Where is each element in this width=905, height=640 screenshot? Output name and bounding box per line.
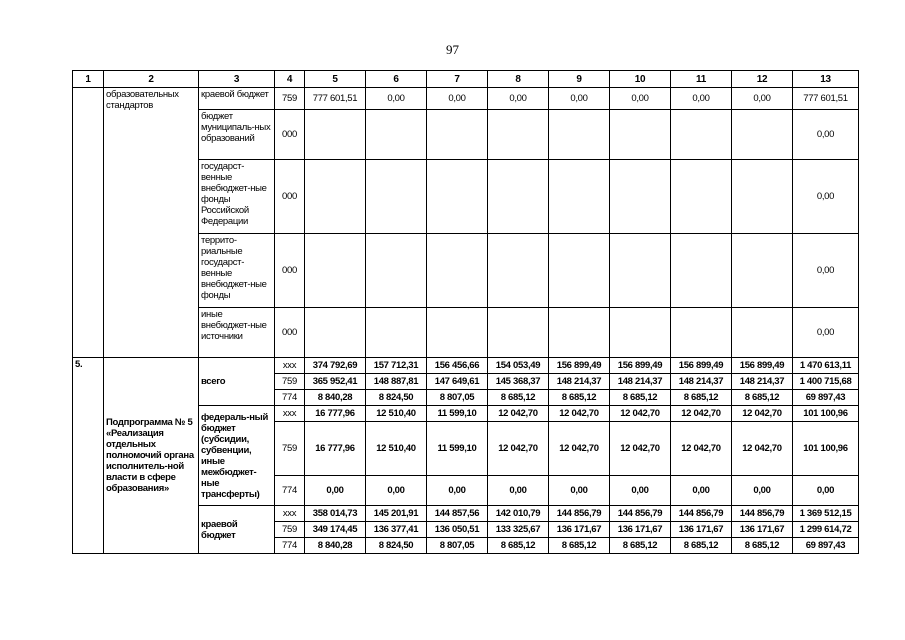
value-cell: 69 897,43 [793, 538, 859, 554]
header-row [73, 71, 859, 88]
value-cell [732, 308, 793, 358]
value-cell: 8 807,05 [427, 390, 488, 406]
value-cell [549, 308, 610, 358]
value-cell: 0,00 [671, 476, 732, 506]
value-cell: 8 824,50 [366, 538, 427, 554]
value-cell [671, 234, 732, 308]
value-cell: 8 685,12 [488, 390, 549, 406]
page-number: 97 [446, 42, 459, 57]
value-cell: 8 824,50 [366, 390, 427, 406]
value-cell: 8 840,28 [305, 390, 366, 406]
value-cell: 136 377,41 [366, 522, 427, 538]
value-cell: 365 952,41 [305, 374, 366, 390]
value-cell [671, 308, 732, 358]
value-cell [671, 160, 732, 234]
value-cell: 0,00 [610, 88, 671, 110]
value-cell: 144 856,79 [549, 506, 610, 522]
value-cell [427, 308, 488, 358]
value-cell: 136 171,67 [610, 522, 671, 538]
value-cell [427, 160, 488, 234]
header-cell-2: 2 [104, 71, 199, 88]
budget-code-cell: 759 [275, 374, 305, 390]
value-cell: 157 712,31 [366, 358, 427, 374]
value-cell: 145 368,37 [488, 374, 549, 390]
value-cell: 0,00 [793, 110, 859, 160]
value-cell [488, 110, 549, 160]
header-cell-5: 5 [305, 71, 366, 88]
value-cell: 12 042,70 [732, 406, 793, 422]
funding-source-cell: федераль-ный бюджет (субсидии, субвенции, иные межбюджет-ные трансферты) [199, 406, 275, 506]
value-cell: 0,00 [427, 476, 488, 506]
value-cell: 136 171,67 [732, 522, 793, 538]
value-cell: 148 214,37 [549, 374, 610, 390]
value-cell: 8 685,12 [732, 538, 793, 554]
value-cell [549, 234, 610, 308]
value-cell [549, 110, 610, 160]
header-cell-4: 4 [275, 71, 305, 88]
value-cell: 0,00 [732, 476, 793, 506]
budget-code-cell: 774 [275, 476, 305, 506]
value-cell [305, 160, 366, 234]
value-cell: 0,00 [793, 160, 859, 234]
value-cell: 101 100,96 [793, 406, 859, 422]
value-cell: 0,00 [732, 88, 793, 110]
value-cell: 8 685,12 [549, 390, 610, 406]
value-cell: 374 792,69 [305, 358, 366, 374]
value-cell: 136 171,67 [549, 522, 610, 538]
value-cell: 1 299 614,72 [793, 522, 859, 538]
header-cell-3: 3 [199, 71, 275, 88]
value-cell: 12 042,70 [549, 422, 610, 476]
header-cell-1: 1 [73, 71, 104, 88]
value-cell: 777 601,51 [305, 88, 366, 110]
value-cell: 0,00 [793, 234, 859, 308]
value-cell [671, 110, 732, 160]
value-cell: 12 042,70 [671, 422, 732, 476]
value-cell: 777 601,51 [793, 88, 859, 110]
value-cell [305, 234, 366, 308]
row-number-cell [73, 88, 104, 358]
budget-code-cell: 759 [275, 422, 305, 476]
header-cell-13: 13 [793, 71, 859, 88]
value-cell [610, 234, 671, 308]
value-cell: 136 171,67 [671, 522, 732, 538]
value-cell: 144 856,79 [610, 506, 671, 522]
value-cell [366, 160, 427, 234]
value-cell: 12 042,70 [732, 422, 793, 476]
value-cell: 11 599,10 [427, 406, 488, 422]
value-cell: 11 599,10 [427, 422, 488, 476]
budget-code-cell: 774 [275, 390, 305, 406]
value-cell: 12 510,40 [366, 406, 427, 422]
funding-source-cell: государст-венные внебюджет-ные фонды Российской Федерации [199, 160, 275, 234]
value-cell [366, 110, 427, 160]
budget-code-cell: 000 [275, 308, 305, 358]
value-cell: 12 042,70 [610, 406, 671, 422]
value-cell: 16 777,96 [305, 422, 366, 476]
budget-code-cell: 774 [275, 538, 305, 554]
value-cell: 1 369 512,15 [793, 506, 859, 522]
value-cell: 136 050,51 [427, 522, 488, 538]
value-cell [366, 308, 427, 358]
header-cell-7: 7 [427, 71, 488, 88]
value-cell: 1 400 715,68 [793, 374, 859, 390]
value-cell [488, 234, 549, 308]
header-cell-9: 9 [549, 71, 610, 88]
funding-source-cell: террито-риальные государст-венные внебюджет-ные фонды [199, 234, 275, 308]
subprogram-5-block [73, 358, 859, 554]
value-cell: 0,00 [549, 476, 610, 506]
value-cell: 0,00 [793, 308, 859, 358]
value-cell: 154 053,49 [488, 358, 549, 374]
value-cell: 144 856,79 [671, 506, 732, 522]
value-cell: 156 899,49 [610, 358, 671, 374]
value-cell [305, 110, 366, 160]
value-cell: 156 456,66 [427, 358, 488, 374]
header-cell-6: 6 [366, 71, 427, 88]
value-cell: 12 042,70 [671, 406, 732, 422]
value-cell: 8 840,28 [305, 538, 366, 554]
value-cell [732, 234, 793, 308]
value-cell: 12 042,70 [610, 422, 671, 476]
value-cell [488, 160, 549, 234]
budget-code-cell: ххх [275, 358, 305, 374]
value-cell: 8 685,12 [671, 538, 732, 554]
value-cell [610, 110, 671, 160]
value-cell: 69 897,43 [793, 390, 859, 406]
table-row [73, 358, 859, 374]
budget-code-cell: 759 [275, 522, 305, 538]
value-cell: 0,00 [549, 88, 610, 110]
budget-code-cell: 000 [275, 234, 305, 308]
value-cell: 148 887,81 [366, 374, 427, 390]
value-cell: 0,00 [488, 88, 549, 110]
value-cell [549, 160, 610, 234]
value-cell: 0,00 [366, 476, 427, 506]
value-cell: 0,00 [427, 88, 488, 110]
value-cell [427, 234, 488, 308]
funding-source-cell: краевой бюджет [199, 506, 275, 554]
value-cell: 1 470 613,11 [793, 358, 859, 374]
value-cell [610, 160, 671, 234]
value-cell: 147 649,61 [427, 374, 488, 390]
value-cell [488, 308, 549, 358]
program-name-cell: образовательных стандартов [104, 88, 199, 358]
value-cell: 8 685,12 [610, 538, 671, 554]
value-cell [610, 308, 671, 358]
value-cell [732, 110, 793, 160]
subprogram-title-cell: Подпрограмма № 5 «Реализация отдельных полномочий органа исполнитель-ной власти в сфере образования» [104, 358, 199, 554]
value-cell [366, 234, 427, 308]
value-cell: 156 899,49 [671, 358, 732, 374]
value-cell [427, 110, 488, 160]
budget-code-cell: 000 [275, 160, 305, 234]
funding-source-cell: бюджет муниципаль-ных образований [199, 110, 275, 160]
budget-table [72, 70, 859, 554]
value-cell: 0,00 [671, 88, 732, 110]
value-cell [305, 308, 366, 358]
value-cell: 8 685,12 [488, 538, 549, 554]
row-number-cell: 5. [73, 358, 104, 554]
value-cell: 0,00 [488, 476, 549, 506]
value-cell: 156 899,49 [549, 358, 610, 374]
funding-source-cell: краевой бюджет [199, 88, 275, 110]
budget-code-cell: ххх [275, 406, 305, 422]
value-cell: 148 214,37 [732, 374, 793, 390]
value-cell: 12 042,70 [549, 406, 610, 422]
value-cell: 358 014,73 [305, 506, 366, 522]
value-cell: 148 214,37 [610, 374, 671, 390]
value-cell: 12 042,70 [488, 406, 549, 422]
header-cell-12: 12 [732, 71, 793, 88]
budget-code-cell: 759 [275, 88, 305, 110]
value-cell: 0,00 [610, 476, 671, 506]
value-cell: 16 777,96 [305, 406, 366, 422]
value-cell: 8 685,12 [610, 390, 671, 406]
header-cell-8: 8 [488, 71, 549, 88]
value-cell: 142 010,79 [488, 506, 549, 522]
value-cell: 12 510,40 [366, 422, 427, 476]
value-cell: 8 685,12 [671, 390, 732, 406]
value-cell: 148 214,37 [671, 374, 732, 390]
budget-code-cell: ххх [275, 506, 305, 522]
value-cell: 349 174,45 [305, 522, 366, 538]
value-cell: 8 685,12 [549, 538, 610, 554]
value-cell: 0,00 [305, 476, 366, 506]
value-cell: 144 856,79 [732, 506, 793, 522]
funding-source-cell: иные внебюджет-ные источники [199, 308, 275, 358]
value-cell: 12 042,70 [488, 422, 549, 476]
funding-source-cell: всего [199, 358, 275, 406]
value-cell: 145 201,91 [366, 506, 427, 522]
value-cell: 0,00 [793, 476, 859, 506]
value-cell: 144 857,56 [427, 506, 488, 522]
header-cell-11: 11 [671, 71, 732, 88]
value-cell: 156 899,49 [732, 358, 793, 374]
budget-code-cell: 000 [275, 110, 305, 160]
table-row [73, 88, 859, 110]
value-cell [732, 160, 793, 234]
header-cell-10: 10 [610, 71, 671, 88]
value-cell: 0,00 [366, 88, 427, 110]
value-cell: 8 685,12 [732, 390, 793, 406]
value-cell: 133 325,67 [488, 522, 549, 538]
value-cell: 8 807,05 [427, 538, 488, 554]
top-block [73, 88, 859, 358]
value-cell: 101 100,96 [793, 422, 859, 476]
